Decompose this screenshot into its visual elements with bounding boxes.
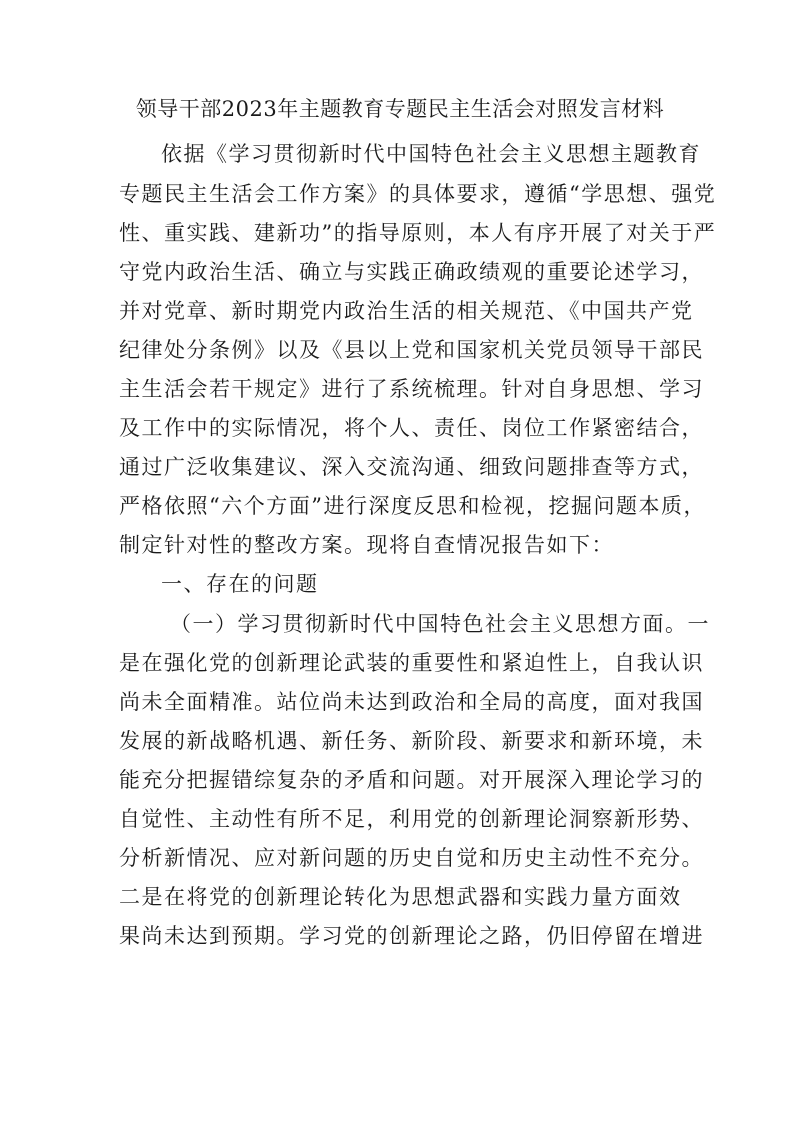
paragraph-line: 是在强化党的创新理论武装的重要性和紧迫性上，自我认识 — [119, 651, 704, 675]
paragraph-line: 主生活会若干规定》进行了系统梳理。针对自身思想、学习 — [119, 377, 704, 401]
section-heading: 一、存在的问题 — [161, 572, 319, 596]
document-title: 领导干部2023年主题教育专题民主生活会对照发言材料 — [135, 97, 665, 121]
paragraph-line: 严格依照“六个方面”进行深度反思和检视，挖掘问题本质， — [119, 494, 706, 518]
paragraph-line: 自觉性、主动性有所不足，利用党的创新理论洞察新形势、 — [119, 807, 704, 831]
paragraph-line: （一）学习贯彻新时代中国特色社会主义思想方面。一 — [170, 612, 710, 636]
paragraph-line: 分析新情况、应对新问题的历史自觉和历史主动性不充分。 — [119, 846, 704, 870]
paragraph-line: 纪律处分条例》以及《县以上党和国家机关党员领导干部民 — [119, 338, 704, 362]
paragraph-line: 果尚未达到预期。学习党的创新理论之路，仍旧停留在增进 — [119, 924, 704, 948]
paragraph-line: 能充分把握错综复杂的矛盾和问题。对开展深入理论学习的 — [119, 768, 704, 792]
paragraph-line: 并对党章、新时期党内政治生活的相关规范、《中国共产党 — [119, 299, 694, 323]
paragraph-line: 专题民主生活会工作方案》的具体要求，遵循“学思想、强党 — [119, 182, 717, 206]
paragraph-line: 及工作中的实际情况，将个人、责任、岗位工作紧密结合， — [119, 416, 704, 440]
paragraph-line: 制定针对性的整改方案。现将自查情况报告如下： — [119, 533, 614, 557]
paragraph-line: 性、重实践、建新功”的指导原则，本人有序开展了对关于严 — [119, 221, 717, 245]
paragraph-line: 发展的新战略机遇、新任务、新阶段、新要求和新环境，未 — [119, 729, 704, 753]
paragraph-line: 尚未全面精准。站位尚未达到政治和全局的高度，面对我国 — [119, 690, 704, 714]
paragraph-line: 二是在将党的创新理论转化为思想武器和实践力量方面效 — [119, 885, 682, 909]
paragraph-line: 守党内政治生活、确立与实践正确政绩观的重要论述学习， — [119, 260, 704, 284]
paragraph-line: 依据《学习贯彻新时代中国特色社会主义思想主题教育 — [161, 142, 701, 166]
paragraph-line: 通过广泛收集建议、深入交流沟通、细致问题排查等方式， — [119, 455, 704, 479]
